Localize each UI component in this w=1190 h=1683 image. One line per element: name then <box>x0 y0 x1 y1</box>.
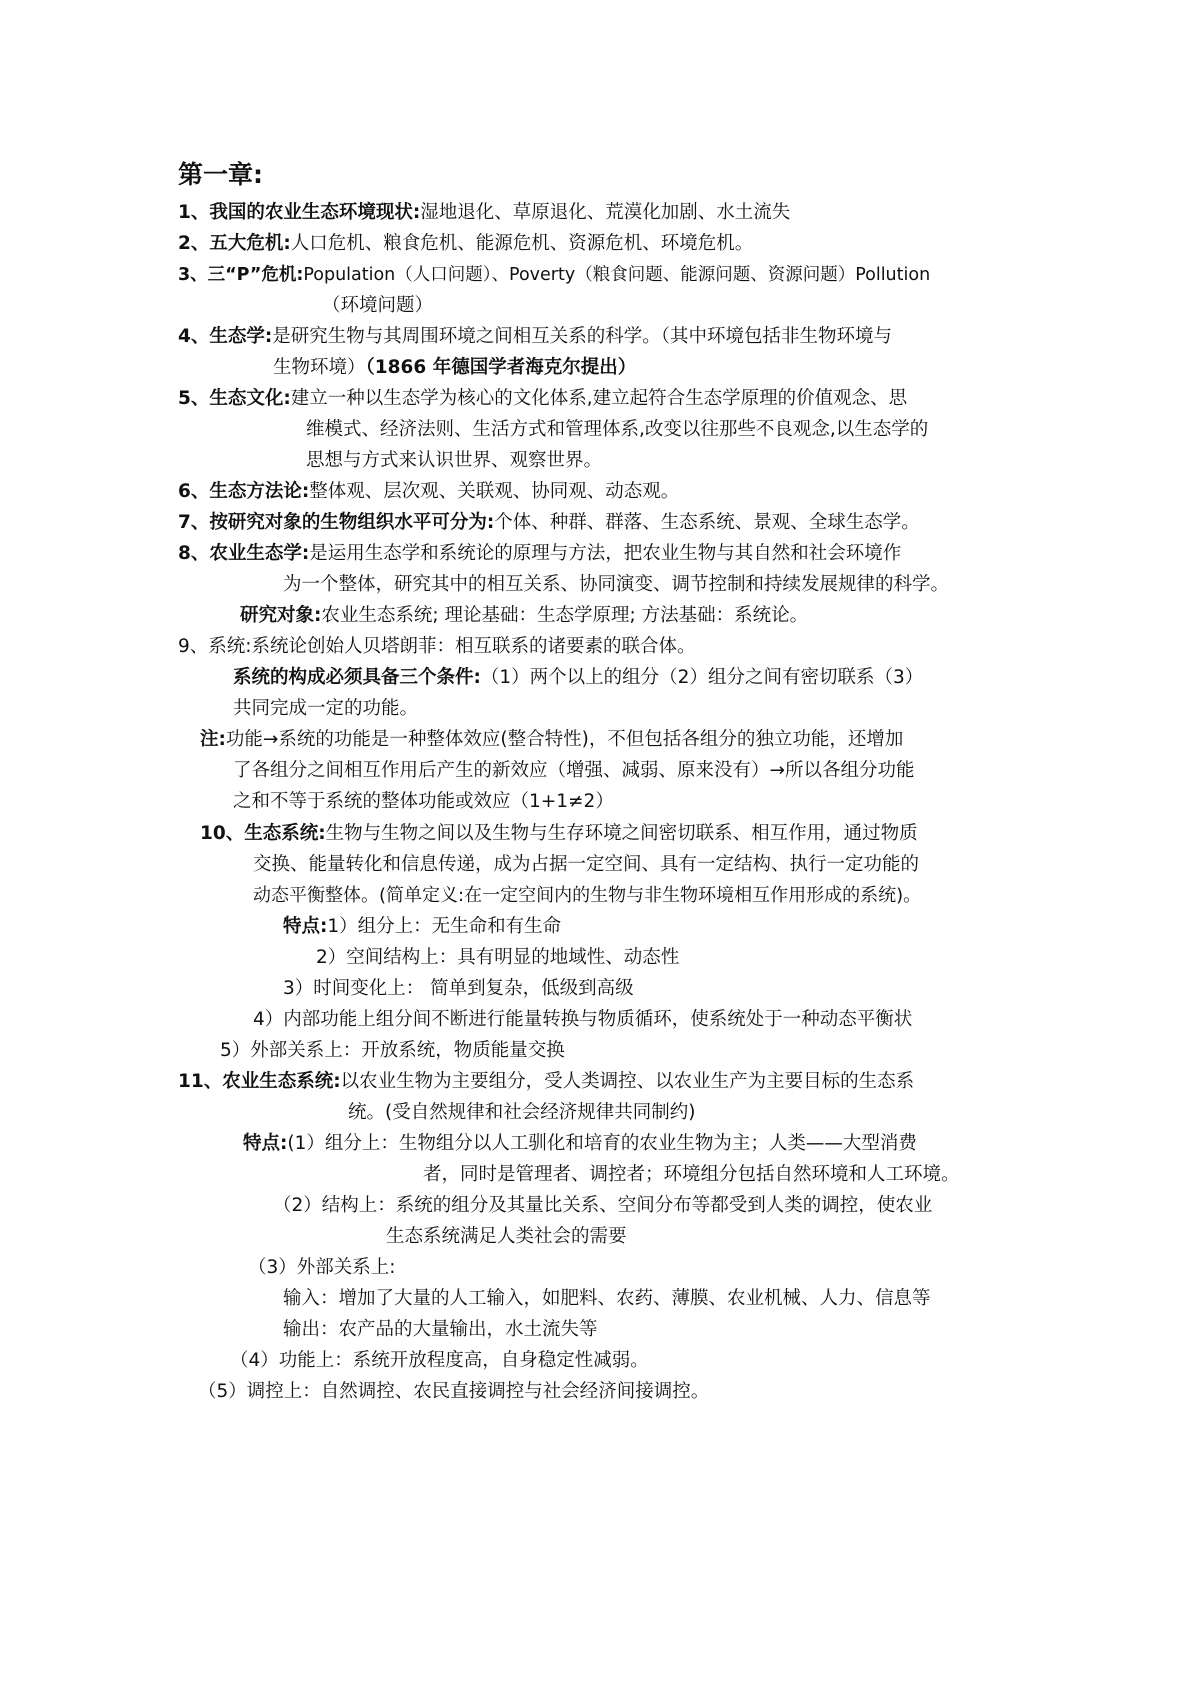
item-10-feat5: 5）外部关系上：开放系统，物质能量交换 <box>220 1040 565 1061</box>
item-2-text: 人口危机、粮食危机、能源危机、资源危机、环境危机。 <box>290 233 754 254</box>
item-9-note <box>200 728 903 752</box>
item-5 <box>178 387 907 411</box>
item-10 <box>200 822 918 846</box>
item-3-cont: （环境问题） <box>322 295 434 316</box>
item-10-cont2: 动态平衡整体。(简单定义:在一定空间内的生物与非生物环境相互作用形成的系统)。 <box>253 885 922 906</box>
item-10-cont1: 交换、能量转化和信息传递，成为占据一定空间、具有一定结构、执行一定功能的 <box>253 854 920 875</box>
item-11 <box>178 1070 914 1094</box>
item-9-cond-label: 系统的构成必须具备三个条件: <box>233 667 481 688</box>
item-2 <box>178 232 753 256</box>
item-9-cond-text: （1）两个以上的组分（2）组分之间有密切联系（3） <box>480 667 924 688</box>
item-9-text: 系统论创始人贝塔朗菲：相互联系的诸要素的联合体。 <box>251 636 696 657</box>
item-11-f3-output: 输出：农产品的大量输出，水土流失等 <box>283 1319 598 1340</box>
item-8-cont: 为一个整体，研究其中的相互关系、协同演变、调节控制和持续发展规律的科学。 <box>283 574 950 595</box>
item-9-note-label: 注: <box>200 729 226 750</box>
item-11-f1-cont: 者，同时是管理者、调控者；环境组分包括自然环境和人工环境。 <box>423 1164 960 1185</box>
item-8 <box>178 542 901 566</box>
item-8-text: 是运用生态学和系统论的原理与方法，把农业生物与其自然和社会环境作 <box>309 543 902 564</box>
item-8-obj-text: 农业生态系统; 理论基础：生态学原理; 方法基础：系统论。 <box>321 605 809 626</box>
item-10-feat4: 4）内部功能上组分间不断进行能量转换与物质循环，使系统处于一种动态平衡状 <box>253 1009 913 1030</box>
item-4-cont-text: 生物环境） <box>273 357 366 378</box>
item-4-label: 4、生态学: <box>178 326 273 347</box>
item-11-feat-label: 特点: <box>243 1133 288 1154</box>
item-1 <box>178 201 790 225</box>
item-11-features <box>243 1132 917 1156</box>
item-3-text: Population（人口问题）、Poverty（粮食问题、能源问题、资源问题）Pollution <box>303 265 931 285</box>
item-4-cont-bold: （1866 年德国学者海克尔提出） <box>365 357 637 378</box>
item-8-label: 8、农业生态学: <box>178 543 310 564</box>
item-11-f2-cont: 生态系统满足人类社会的需要 <box>386 1226 627 1247</box>
item-9-note-text: 功能→系统的功能是一种整体效应(整合特性)，不但包括各组分的独立功能，还增加 <box>225 729 904 750</box>
item-11-cont: 统。(受自然规律和社会经济规律共同制约) <box>348 1102 696 1123</box>
item-10-feat2: 2）空间结构上：具有明显的地域性、动态性 <box>316 947 680 968</box>
item-10-features <box>283 915 561 939</box>
item-10-feat-label: 特点: <box>283 916 328 937</box>
item-5-cont1: 维模式、经济法则、生活方式和管理体系,改变以往那些不良观念,以生态学的 <box>306 419 929 440</box>
item-1-text: 湿地退化、草原退化、荒漠化加剧、水土流失 <box>420 202 791 223</box>
item-6-text: 整体观、层次观、关联观、协同观、动态观。 <box>309 481 680 502</box>
item-9-conditions <box>233 666 923 690</box>
item-6-label: 6、生态方法论: <box>178 481 310 502</box>
item-4 <box>178 325 892 349</box>
item-6 <box>178 480 679 504</box>
item-3 <box>178 263 930 287</box>
item-5-label: 5、生态文化: <box>178 388 291 409</box>
item-9 <box>178 635 696 659</box>
item-4-text: 是研究生物与其周围环境之间相互关系的科学。（其中环境包括非生物环境与 <box>272 326 893 347</box>
item-7-text: 个体、种群、群落、生态系统、景观、全球生态学。 <box>494 512 920 533</box>
item-9-note-cont2: 之和不等于系统的整体功能或效应（1+1≠2） <box>233 791 614 812</box>
item-10-feat1: 1）组分上：无生命和有生命 <box>327 916 562 937</box>
item-9-cond-cont: 共同完成一定的功能。 <box>233 698 419 719</box>
chapter-title: 第一章: <box>178 160 263 189</box>
item-8-obj-label: 研究对象: <box>240 605 322 626</box>
item-11-label: 11、农业生态系统: <box>178 1071 341 1092</box>
item-5-text: 建立一种以生态学为核心的文化体系,建立起符合生态学原理的价值观念、思 <box>290 388 908 409</box>
item-3-label: 3、三“P”危机: <box>178 265 304 285</box>
item-1-label: 1、我国的农业生态环境现状: <box>178 202 421 223</box>
item-9-note-cont1: 了各组分之间相互作用后产生的新效应（增强、减弱、原来没有）→所以各组分功能 <box>233 760 915 781</box>
item-2-label: 2、五大危机: <box>178 233 291 254</box>
item-11-f1: (1）组分上：生物组分以人工驯化和培育的农业生物为主；人类——大型消费 <box>287 1133 917 1154</box>
item-5-cont2: 思想与方式来认识世界、观察世界。 <box>306 450 603 471</box>
item-11-f3-input: 输入：增加了大量的人工输入，如肥料、农药、薄膜、农业机械、人力、信息等 <box>283 1288 931 1309</box>
item-10-text: 生物与生物之间以及生物与生存环境之间密切联系、相互作用，通过物质 <box>325 823 918 844</box>
item-7 <box>178 511 920 535</box>
item-9-label: 9、系统: <box>178 636 252 657</box>
item-7-label: 7、按研究对象的生物组织水平可分为: <box>178 512 495 533</box>
item-10-feat3: 3）时间变化上： 简单到复杂，低级到高级 <box>283 978 634 999</box>
item-11-f5: （5）调控上：自然调控、农民直接调控与社会经济间接调控。 <box>198 1381 710 1402</box>
item-11-text: 以农业生物为主要组分，受人类调控、以农业生产为主要目标的生态系 <box>340 1071 915 1092</box>
item-8-objects <box>240 604 808 628</box>
item-11-f3: （3）外部关系上: <box>248 1257 396 1278</box>
item-4-cont <box>273 356 636 380</box>
item-11-f4: （4）功能上：系统开放程度高，自身稳定性减弱。 <box>230 1350 649 1371</box>
item-11-f2: （2）结构上：系统的组分及其量比关系、空间分布等都受到人类的调控，使农业 <box>273 1195 933 1216</box>
item-10-label: 10、生态系统: <box>200 823 326 844</box>
